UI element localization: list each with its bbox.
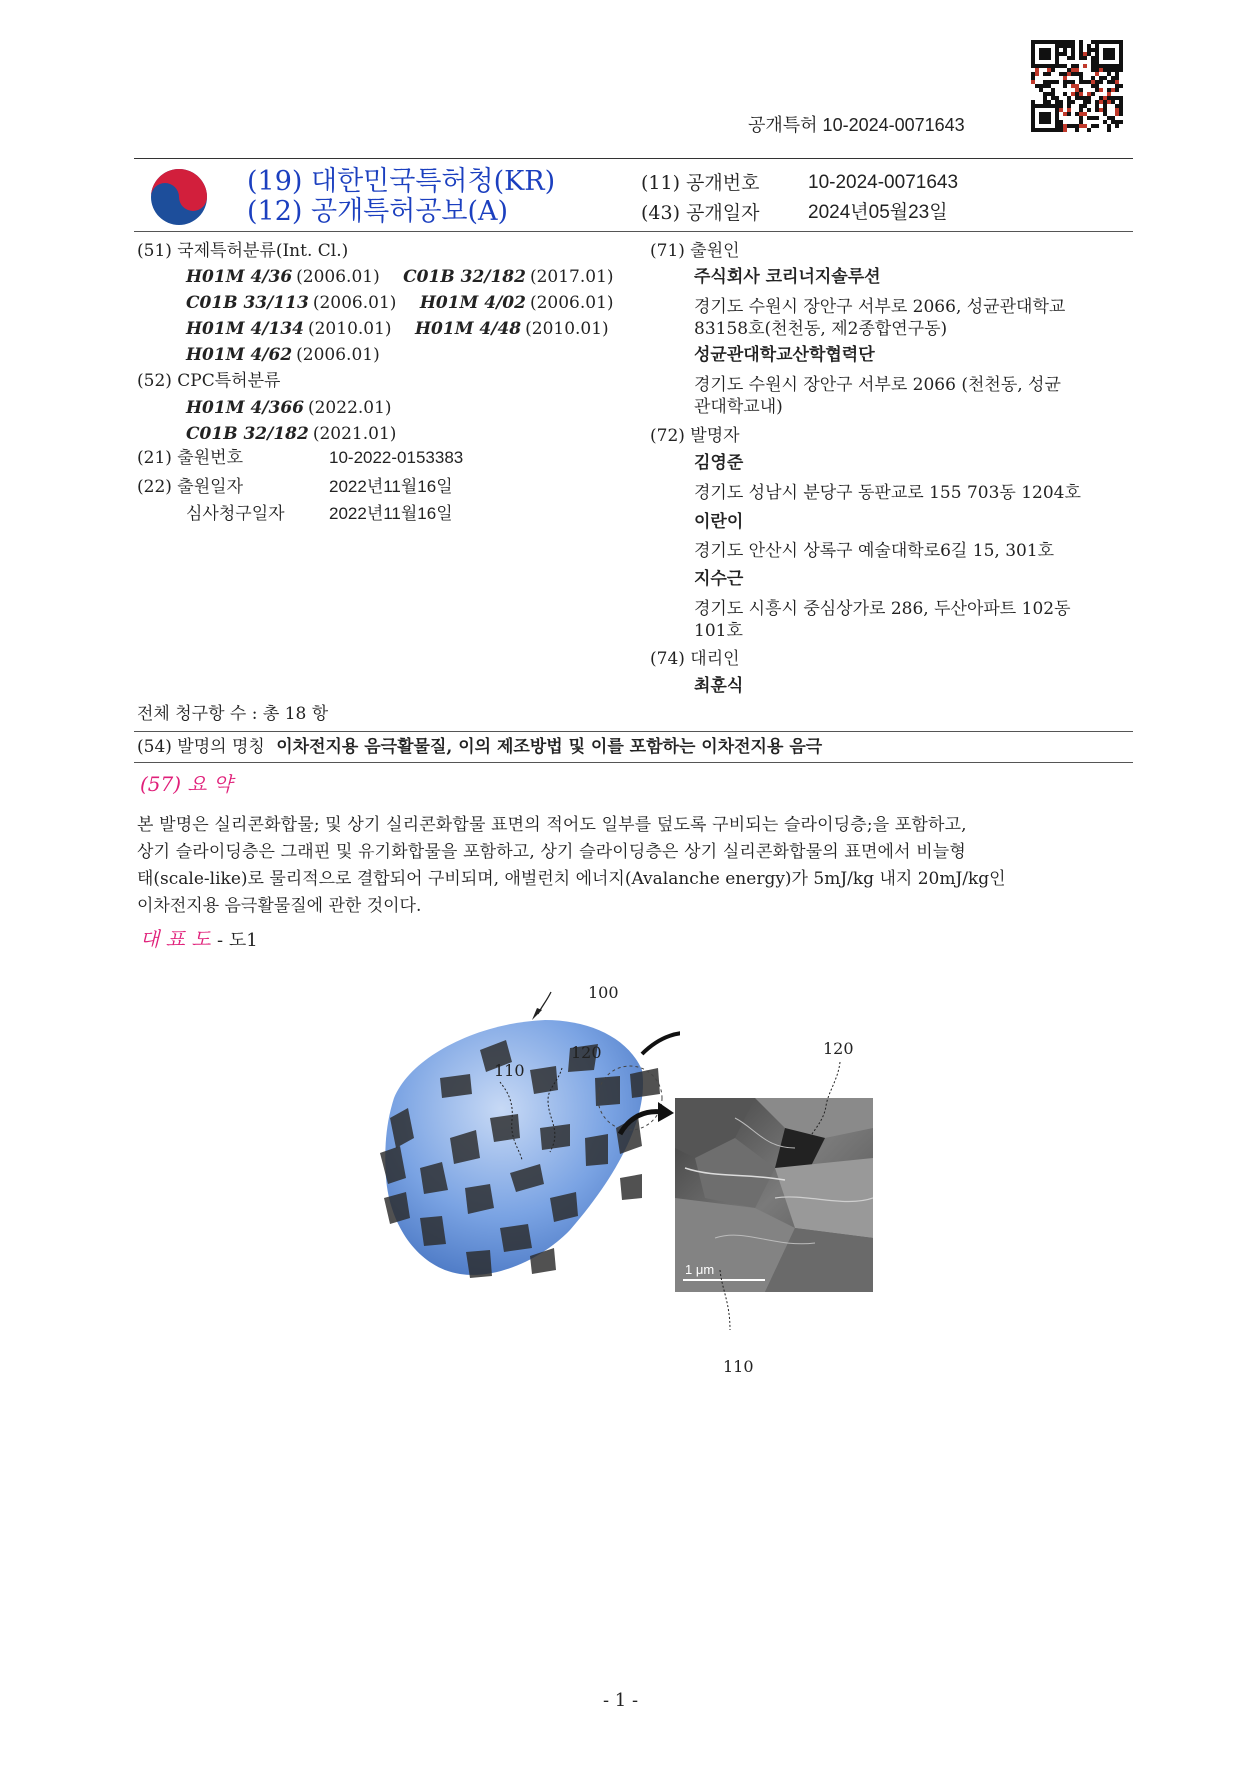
title-bottom-rule <box>134 762 1133 763</box>
application-date-label: (22) 출원일자 <box>137 477 243 497</box>
abstract-text: 이차전지용 음극활물질에 관한 것이다. <box>137 896 422 916</box>
int-cl-date: (2006.01) <box>296 267 380 287</box>
cpc-label: (52) CPC특허분류 <box>137 371 281 391</box>
invention-title-label: (54) 발명의 명칭 <box>137 737 265 757</box>
inventor-address: 경기도 안산시 상록구 예술대학로6길 15, 301호 <box>694 541 1055 561</box>
inventor-address: 경기도 시흥시 중심상가로 286, 두산아파트 102동 <box>694 599 1071 619</box>
applicant-address: 경기도 수원시 장안구 서부로 2066, 성균관대학교 <box>694 297 1066 317</box>
abstract-text: 본 발명은 실리콘화합물; 및 상기 실리콘화합물 표면의 적어도 일부를 덮도록 구비되는 슬라이딩층;을 포함하고, <box>137 815 967 835</box>
applicant-address: 83158호(천천동, 제2종합연구동) <box>694 319 948 339</box>
ref-label-120: 120 <box>571 1043 602 1062</box>
exam-request-date-label: 심사청구일자 <box>186 504 285 524</box>
application-number-value: 10-2022-0153383 <box>329 448 464 467</box>
invention-title-row <box>137 736 822 758</box>
title-top-rule <box>134 731 1133 732</box>
int-cl-code: H01M 4/62 <box>186 345 293 365</box>
agent-name: 최훈식 <box>694 676 744 696</box>
scale-bar-label: 1 μm <box>685 1262 715 1277</box>
korea-taegeuk-logo-icon <box>150 168 208 226</box>
inventor-name: 지수근 <box>694 569 744 589</box>
abstract-text: 태(scale-like)로 물리적으로 결합되어 구비되며, 애벌런치 에너지(Avalanche energy)가 5mJ/kg 내지 20mJ/kg인 <box>137 869 1006 889</box>
cpc-row <box>186 423 396 445</box>
pub-date-label: (43) 공개일자 <box>641 202 760 224</box>
int-cl-date: (2006.01) <box>529 293 614 313</box>
figure-leader-lines <box>490 980 870 1360</box>
int-cl-date: (2017.01) <box>529 267 614 287</box>
application-date-value: 2022년11월16일 <box>329 477 453 496</box>
exam-request-date-value: 2022년11월16일 <box>329 504 453 523</box>
pub-date-value: 2024년05월23일 <box>808 202 948 223</box>
applicant-address: 경기도 수원시 장안구 서부로 2066 (천천동, 성균 <box>694 375 1061 395</box>
cpc-date: (2021.01) <box>312 424 397 444</box>
inventor-address: 경기도 성남시 분당구 동판교로 155 703동 1204호 <box>694 483 1081 503</box>
publication-type-line: (12) 공개특허공보(A) <box>247 196 509 227</box>
int-cl-code: H01M 4/134 <box>186 319 304 339</box>
applicant-name: 주식회사 코리너지솔루션 <box>694 267 881 287</box>
top-patent-number: 공개특허 10-2024-0071643 <box>748 115 965 135</box>
int-cl-code: H01M 4/48 <box>414 319 522 339</box>
qr-code-icon <box>1031 40 1123 132</box>
inventor-address: 101호 <box>694 621 743 641</box>
ref-label-110: 110 <box>494 1061 525 1080</box>
ref-label-120: 120 <box>823 1039 854 1058</box>
abstract-label: (57) 요 약 <box>140 772 233 796</box>
int-cl-code: C01B 32/182 <box>403 267 526 287</box>
int-cl-row <box>186 266 614 288</box>
total-claims: 전체 청구항 수 : 총 18 항 <box>137 704 329 724</box>
representative-figure <box>140 926 258 954</box>
applicant-name: 성균관대학교산학협력단 <box>694 345 875 365</box>
int-cl-row <box>186 344 380 366</box>
inventor-name: 김영준 <box>694 453 744 473</box>
application-number-label: (21) 출원번호 <box>137 448 243 468</box>
int-cl-label: (51) 국제특허분류(Int. Cl.) <box>137 241 349 261</box>
pub-number-label: (11) 공개번호 <box>641 172 760 194</box>
int-cl-date: (2006.01) <box>312 293 397 313</box>
int-cl-date: (2010.01) <box>307 319 392 339</box>
invention-title: 이차전지용 음극활물질, 이의 제조방법 및 이를 포함하는 이차전지용 음극 <box>276 737 823 757</box>
cpc-row <box>186 397 392 419</box>
ref-label-110: 110 <box>723 1357 754 1376</box>
int-cl-code: C01B 33/113 <box>186 293 309 313</box>
header-bottom-rule <box>134 231 1133 232</box>
int-cl-date: (2010.01) <box>525 319 609 339</box>
abstract-text: 상기 슬라이딩층은 그래핀 및 유기화합물을 포함하고, 상기 슬라이딩층은 상기 실리콘화합물의 표면에서 비늘형 <box>137 842 966 862</box>
inventor-name: 이란이 <box>694 512 744 532</box>
int-cl-code: H01M 4/36 <box>186 267 293 287</box>
inventor-label: (72) 발명자 <box>650 426 740 446</box>
ref-label-100: 100 <box>588 983 619 1002</box>
office-line: (19) 대한민국특허청(KR) <box>247 166 556 197</box>
cpc-date: (2022.01) <box>307 398 392 418</box>
int-cl-code: H01M 4/02 <box>419 293 526 313</box>
page-number: - 1 - <box>603 1690 639 1711</box>
cpc-code: C01B 32/182 <box>186 424 309 444</box>
applicant-address: 관대학교내) <box>694 397 783 417</box>
agent-label: (74) 대리인 <box>650 649 740 669</box>
cpc-code: H01M 4/366 <box>186 398 304 418</box>
representative-figure-value: - 도1 <box>217 930 258 951</box>
int-cl-row <box>186 292 614 314</box>
int-cl-date: (2006.01) <box>296 345 380 365</box>
header-top-rule <box>134 158 1133 159</box>
representative-figure-label: 대 표 도 <box>140 927 211 951</box>
applicant-label: (71) 출원인 <box>650 241 740 261</box>
int-cl-row <box>186 318 609 340</box>
pub-number-value: 10-2024-0071643 <box>808 172 959 193</box>
